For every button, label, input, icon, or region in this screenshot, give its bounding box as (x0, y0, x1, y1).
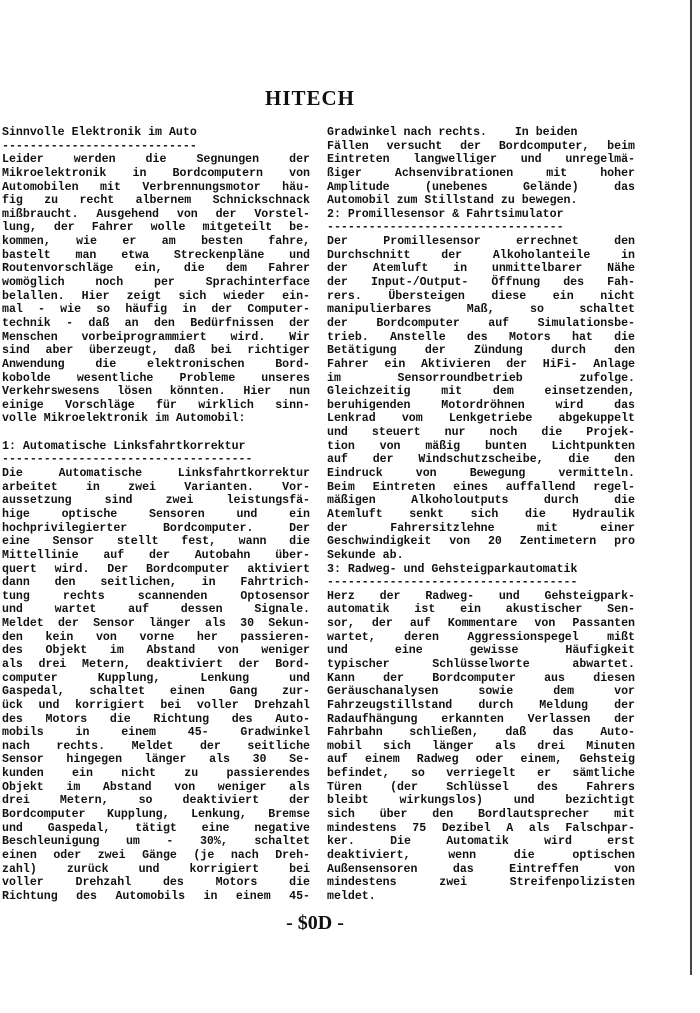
text-line: volle Mikroelektronik im Automobil: (2, 412, 246, 426)
text-line: typischer Schlüsselworte abwartet. (327, 657, 635, 671)
page-edge-line (690, 0, 692, 975)
text-line: den kein von vorne her passieren- (2, 630, 310, 644)
text-line: voller Drehzahl des Motors die (2, 876, 310, 890)
text-line: Atemluft senkt sich die Hydraulik (327, 507, 635, 521)
right-text-column (327, 126, 635, 904)
text-line: meldet. (327, 889, 376, 903)
text-line: Eintreten langwelliger und unregelmä- (327, 153, 635, 167)
text-line: Routenvorschläge ein, die dem Fahrer (2, 262, 310, 276)
text-line: Menschen vorbeiprogrammiert wird. Wir (2, 330, 310, 344)
text-line: im Sensorroundbetrieb zufolge. (327, 371, 635, 385)
text-line: tion von mäßig bunten Lichtpunkten (327, 439, 635, 453)
text-line: kunden ein nicht zu passierendes (2, 767, 310, 781)
text-line: auf einem Radweg oder einem, Gehsteig (327, 753, 635, 767)
text-line: trieb. Anstelle des Motors hat die (327, 330, 635, 344)
text-line: ker. Die Automatik wird erst (327, 835, 635, 849)
text-line: befindet, so verriegelt er sämtliche (327, 767, 635, 781)
text-line: mobil sich länger als drei Minuten (327, 739, 635, 753)
text-line: Bordcomputer Kupplung, Lenkung, Bremse (2, 808, 310, 822)
text-line: Betätigung der Zündung durch den (327, 344, 635, 358)
text-line: Fahrzeugstillstand durch Meldung der (327, 698, 635, 712)
text-line: kommen, wie er am besten fahre, (2, 235, 310, 249)
text-line: Die Automatische Linksfahrtkorrektur (2, 467, 310, 481)
text-line: bleibt wirkungslos) und bezichtigt (327, 794, 635, 808)
text-line: ------------------------------------ (327, 576, 578, 590)
text-line: Beschleunigung um - 30%, schaltet (2, 835, 310, 849)
text-line: mißbraucht. Ausgehend von der Vorstel- (2, 207, 310, 221)
page-title: HITECH (264, 86, 356, 110)
text-line: als drei Metern, deaktiviert der Bord- (2, 657, 310, 671)
text-line: 1: Automatische Linksfahrtkorrektur (2, 439, 246, 453)
text-line: sich über den Bordlautsprecher mit (327, 808, 635, 822)
text-line: manipulierbares Maß, so schaltet (327, 303, 635, 317)
text-line: der Atemluft in unmittelbarer Nähe (327, 262, 635, 276)
text-line: mindestens zwei Streifenpolizisten (327, 876, 635, 890)
text-line: drei Metern, so deaktiviert der (2, 794, 310, 808)
text-line: Eindruck von Bewegung vermitteln. (327, 467, 635, 481)
text-line: Gleichzeitig mit dem einsetzenden, (327, 385, 635, 399)
text-line: Türen (der Schlüssel des Fahrers (327, 780, 635, 794)
text-line: Leider werden die Segnungen der (2, 153, 310, 167)
text-line: rers. Übersteigen diese ein nicht (327, 289, 635, 303)
text-line: Automobil zum Stillstand zu bewegen. (327, 194, 578, 208)
text-line: Mittellinie auf der Autobahn über- (2, 548, 310, 562)
text-line: des Objekt im Abstand von weniger (2, 644, 310, 658)
text-line (2, 426, 310, 440)
text-line: Radaufhängung erkannten Verlassen der (327, 712, 635, 726)
text-line: Gradwinkel nach rechts. In beiden (327, 126, 578, 139)
text-line: Richtung des Automobils in einem 45- (2, 889, 310, 903)
text-line: automatik ist ein akustischer Sen- (327, 603, 635, 617)
text-line: und Gaspedal, tätigt eine negative (2, 821, 310, 835)
text-line: Fahrbahn schließen, daß das Auto- (327, 726, 635, 740)
text-line: auf der Windschutzscheibe, die den (327, 453, 635, 467)
text-line: Durchschnitt der Alkoholanteile in (327, 248, 635, 262)
text-line: sor, der auf Kommentare von Passanten (327, 617, 635, 631)
text-line: deaktiviert, wenn die optischen (327, 848, 635, 862)
text-line: eine Sensor stellt fest, wann die (2, 535, 310, 549)
text-line: aussetzung sind zwei leistungsfä- (2, 494, 310, 508)
text-line: lung, der Fahrer wolle mitgeteilt be- (2, 221, 310, 235)
text-line: Sinnvolle Elektronik im Auto (2, 126, 197, 139)
text-line: ßiger Achsenvibrationen mit hoher (327, 166, 635, 180)
text-line: 3: Radweg- und Gehsteigparkautomatik (327, 562, 578, 576)
text-line: mindestens 75 Dezibel A als Falschpar- (327, 821, 635, 835)
text-line: bastelt man etwa Streckenpläne und (2, 248, 310, 262)
text-line: hige optische Sensoren und ein (2, 507, 310, 521)
text-line: arbeitet in zwei Varianten. Vor- (2, 480, 310, 494)
text-line: und eine gewisse Häufigkeit (327, 644, 635, 658)
text-line: computer Kupplung, Lenkung und (2, 671, 310, 685)
text-line: mal - wie so häufig in der Computer- (2, 303, 310, 317)
text-line: und wartet auf dessen Signale. (2, 603, 310, 617)
text-line: Herz der Radweg- und Gehsteigpark- (327, 589, 635, 603)
text-line: Geräuschanalysen sowie dem vor (327, 685, 635, 699)
text-line: Anwendung die elektronischen Bord- (2, 357, 310, 371)
text-line: hochprivilegierter Bordcomputer. Der (2, 521, 310, 535)
text-line: belallen. Hier zeigt sich wieder ein- (2, 289, 310, 303)
text-line: ------------------------------------ (2, 453, 253, 467)
text-line: Beim Eintreten eines auffallend regel- (327, 480, 635, 494)
text-line: ---------------------------------- (327, 221, 564, 235)
text-line: einige Vorschläge für wirklich sinn- (2, 398, 310, 412)
left-text-column (2, 126, 310, 904)
text-line: der Bordcomputer auf Simulationsbe- (327, 316, 635, 330)
text-line: womöglich noch per Sprachinterface (2, 276, 310, 290)
text-line: technik - daß an den Bedürfnissen der (2, 316, 310, 330)
text-line: ück und korrigiert bei voller Drehzahl (2, 698, 310, 712)
text-line: dann den seitlichen, in Fahrtrich- (2, 576, 310, 590)
text-line: mobils in einem 45- Gradwinkel (2, 726, 310, 740)
text-line: tung rechts scannenden Optosensor (2, 589, 310, 603)
text-line: Objekt im Abstand von weniger als (2, 780, 310, 794)
text-line: der Fahrersitzlehne mit einer (327, 521, 635, 535)
text-line: Meldet der Sensor länger als 30 Sekun- (2, 617, 310, 631)
text-line: Amplitude (unebenes Gelände) das (327, 180, 635, 194)
text-line: der Input-/Output- Öffnung des Fah- (327, 276, 635, 290)
text-line: Sensor hingegen länger als 30 Se- (2, 753, 310, 767)
text-line: Der Promillesensor errechnet den (327, 235, 635, 249)
text-line: zahl) zurück und korrigiert bei (2, 862, 310, 876)
page-number: - $0D - (286, 912, 344, 934)
text-line: Automobilen mit Verbrennungsmotor häu- (2, 180, 310, 194)
text-line: Kann der Bordcomputer aus diesen (327, 671, 635, 685)
text-line: Lenkrad vom Lenkgetriebe abgekuppelt (327, 412, 635, 426)
text-line: Sekunde ab. (327, 548, 404, 562)
text-line: Außensensoren das Eintreffen von (327, 862, 635, 876)
text-line: nach rechts. Meldet der seitliche (2, 739, 310, 753)
text-line: Fahrer ein Aktivieren der HiFi- Anlage (327, 357, 635, 371)
text-line: und steuert nur noch die Projek- (327, 426, 635, 440)
text-line: 2: Promillesensor & Fahrtsimulator (327, 207, 564, 221)
text-line: fig zu recht albernem Schnickschnack (2, 194, 310, 208)
text-line: quert wird. Der Bordcomputer aktiviert (2, 562, 310, 576)
text-line: Verkehrswesens lösen könnten. Hier nun (2, 385, 310, 399)
text-line: des Motors die Richtung des Auto- (2, 712, 310, 726)
text-line: Geschwindigkeit von 20 Zentimetern pro (327, 535, 635, 549)
text-line: Gaspedal, schaltet einen Gang zur- (2, 685, 310, 699)
text-line: einen oder zwei Gänge (je nach Dreh- (2, 848, 310, 862)
text-line: sind aber überzeugt, daß bei richtiger (2, 344, 310, 358)
text-line: Fällen versucht der Bordcomputer, beim (327, 139, 635, 153)
text-line: mäßigen Alkoholoutputs durch die (327, 494, 635, 508)
text-line: wartet, deren Aggressionspegel mißt (327, 630, 635, 644)
text-line: beruhigenden Motordröhnen wird das (327, 398, 635, 412)
text-line: Mikroelektronik in Bordcomputern von (2, 166, 310, 180)
text-line: kobolde wesentliche Probleme unseres (2, 371, 310, 385)
text-line: ---------------------------- (2, 139, 197, 153)
